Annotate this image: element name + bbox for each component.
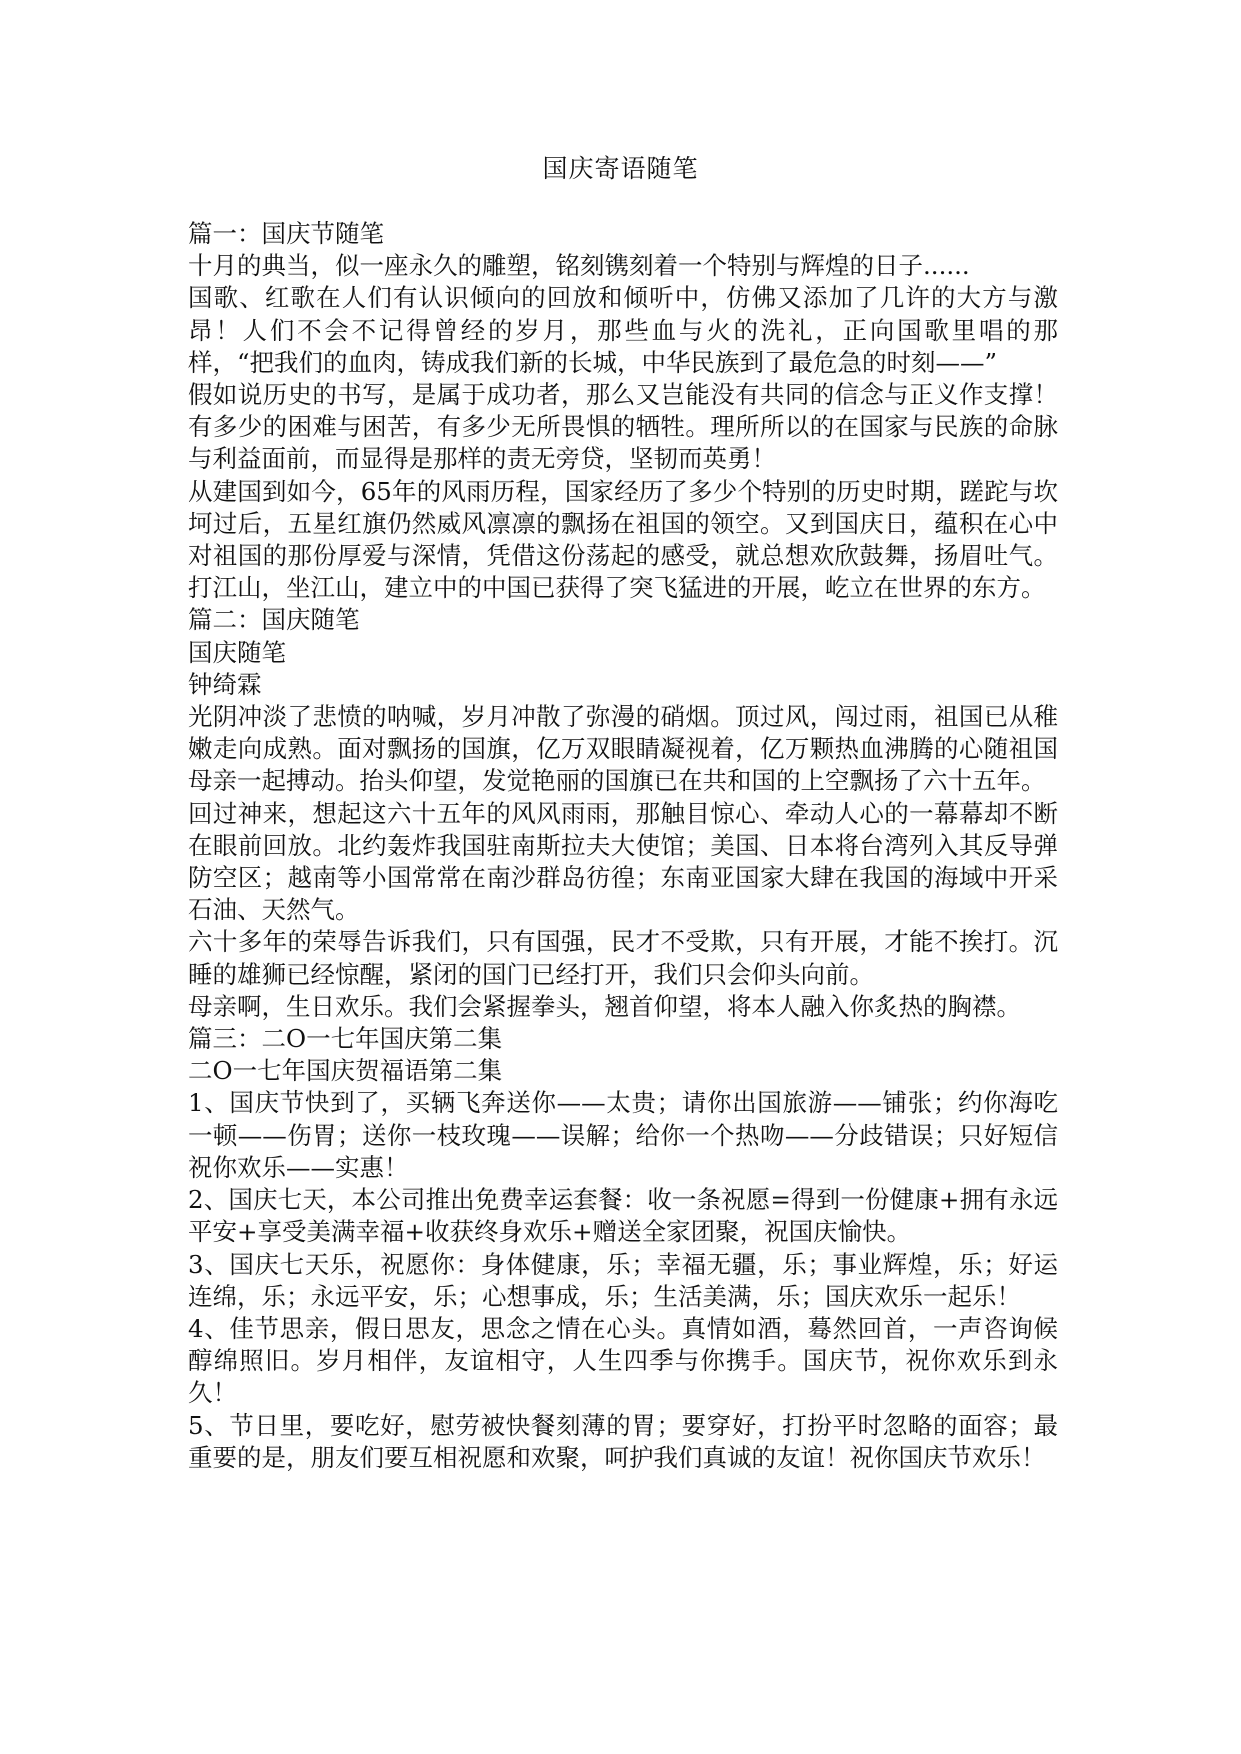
paragraph: 国歌、红歌在人们有认识倾向的回放和倾听中，仿佛又添加了几许的大方与激昂！人们不会不记得曾经的岁月，那些血与火的洗礼，正向国歌里唱的那样，“把我们的血肉，铸成我们新的长城，中华民族到了最危急的时刻——”: [188, 283, 1058, 377]
section-heading: 篇一：国庆节随笔: [188, 219, 384, 248]
section-heading: 篇三：二O一七年国庆第二集: [188, 1024, 503, 1054]
paragraph: 假如说历史的书写，是属于成功者，那么又岂能没有共同的信念与正义作支撑！有多少的困难与困苦，有多少无所畏惧的牺牲。理所所以的在国家与民族的命脉与利益面前，而显得是那样的责无旁贷，坚韧而英勇！: [188, 380, 1058, 474]
article-title: 二O一七年国庆贺福语第二集: [188, 1056, 503, 1086]
list-item: 3、国庆七天乐，祝愿你：身体健康，乐；幸福无疆，乐；事业辉煌，乐；好运连绵，乐；永远平安，乐；心想事成，乐；生活美满，乐；国庆欢乐一起乐！: [188, 1249, 1058, 1311]
paragraph: 回过神来，想起这六十五年的风风雨雨，那触目惊心、牵动人心的一幕幕却不断在眼前回放。北约轰炸我国驻南斯拉夫大使馆；美国、日本将台湾列入其反导弹防空区；越南等小国常常在南沙群岛彷徨；东南亚国家大肆在我国的海域中开采石油、天然气。: [188, 798, 1058, 925]
paragraph: 母亲啊，生日欢乐。我们会紧握拳头，翘首仰望，将本人融入你炙热的胸襟。: [188, 991, 1021, 1021]
list-item: 5、节日里，要吃好，慰劳被快餐刻薄的胃；要穿好，打扮平时忽略的面容；最重要的是，朋友们要互相祝愿和欢聚，呵护我们真诚的友谊！祝你国庆节欢乐！: [188, 1410, 1058, 1472]
paragraph: 六十多年的荣辱告诉我们，只有国强，民才不受欺，只有开展，才能不挨打。沉睡的雄狮已经惊醒，紧闭的国门已经打开，我们只会仰头向前。: [188, 927, 1058, 989]
section-heading: 篇二：国庆随笔: [188, 605, 360, 635]
paragraph: 十月的典当，似一座永久的雕塑，铭刻镌刻着一个特别与辉煌的日子......: [188, 251, 970, 281]
list-item: 4、佳节思亲，假日思友，思念之情在心头。真情如酒，蓦然回首，一声咨询候醇绵照旧。岁月相伴，友谊相守，人生四季与你携手。国庆节，祝你欢乐到永久！: [188, 1313, 1058, 1408]
list-item: 2、国庆七天，本公司推出免费幸运套餐：收一条祝愿=得到一份健康+拥有永远平安+享受美满幸福+收获终身欢乐+赠送全家团聚，祝国庆愉快。: [188, 1185, 1058, 1247]
article-title: 国庆随笔: [188, 637, 286, 667]
paragraph: 从建国到如今，65年的风雨历程，国家经历了多少个特别的历史时期，蹉跎与坎坷过后，五星红旗仍然威风凛凛的飘扬在祖国的领空。又到国庆日，蕴积在心中对祖国的那份厚爱与深情，凭借这份荡起的感受，就总想欢欣鼓舞，扬眉吐气。打江山，坐江山，建立中的中国已获得了突飞猛进的开展，屹立在世界的东方。: [188, 476, 1058, 603]
document-body: [188, 218, 1058, 1474]
list-item: 1、国庆节快到了，买辆飞奔送你——太贵；请你出国旅游——铺张；约你海吃一顿——伤胃；送你一枝玫瑰——误解；给你一个热吻——分歧错误；只好短信祝你欢乐——实惠！: [188, 1088, 1058, 1182]
author-name: 钟绮霖: [188, 669, 262, 699]
paragraph: 光阴冲淡了悲愤的呐喊，岁月冲散了弥漫的硝烟。顶过风，闯过雨，祖国已从稚嫩走向成熟。面对飘扬的国旗，亿万双眼睛凝视着，亿万颗热血沸腾的心随祖国母亲一起搏动。抬头仰望，发觉艳丽的国旗已在共和国的上空飘扬了六十五年。: [188, 702, 1058, 796]
document-title: 国庆寄语随笔: [542, 154, 699, 183]
